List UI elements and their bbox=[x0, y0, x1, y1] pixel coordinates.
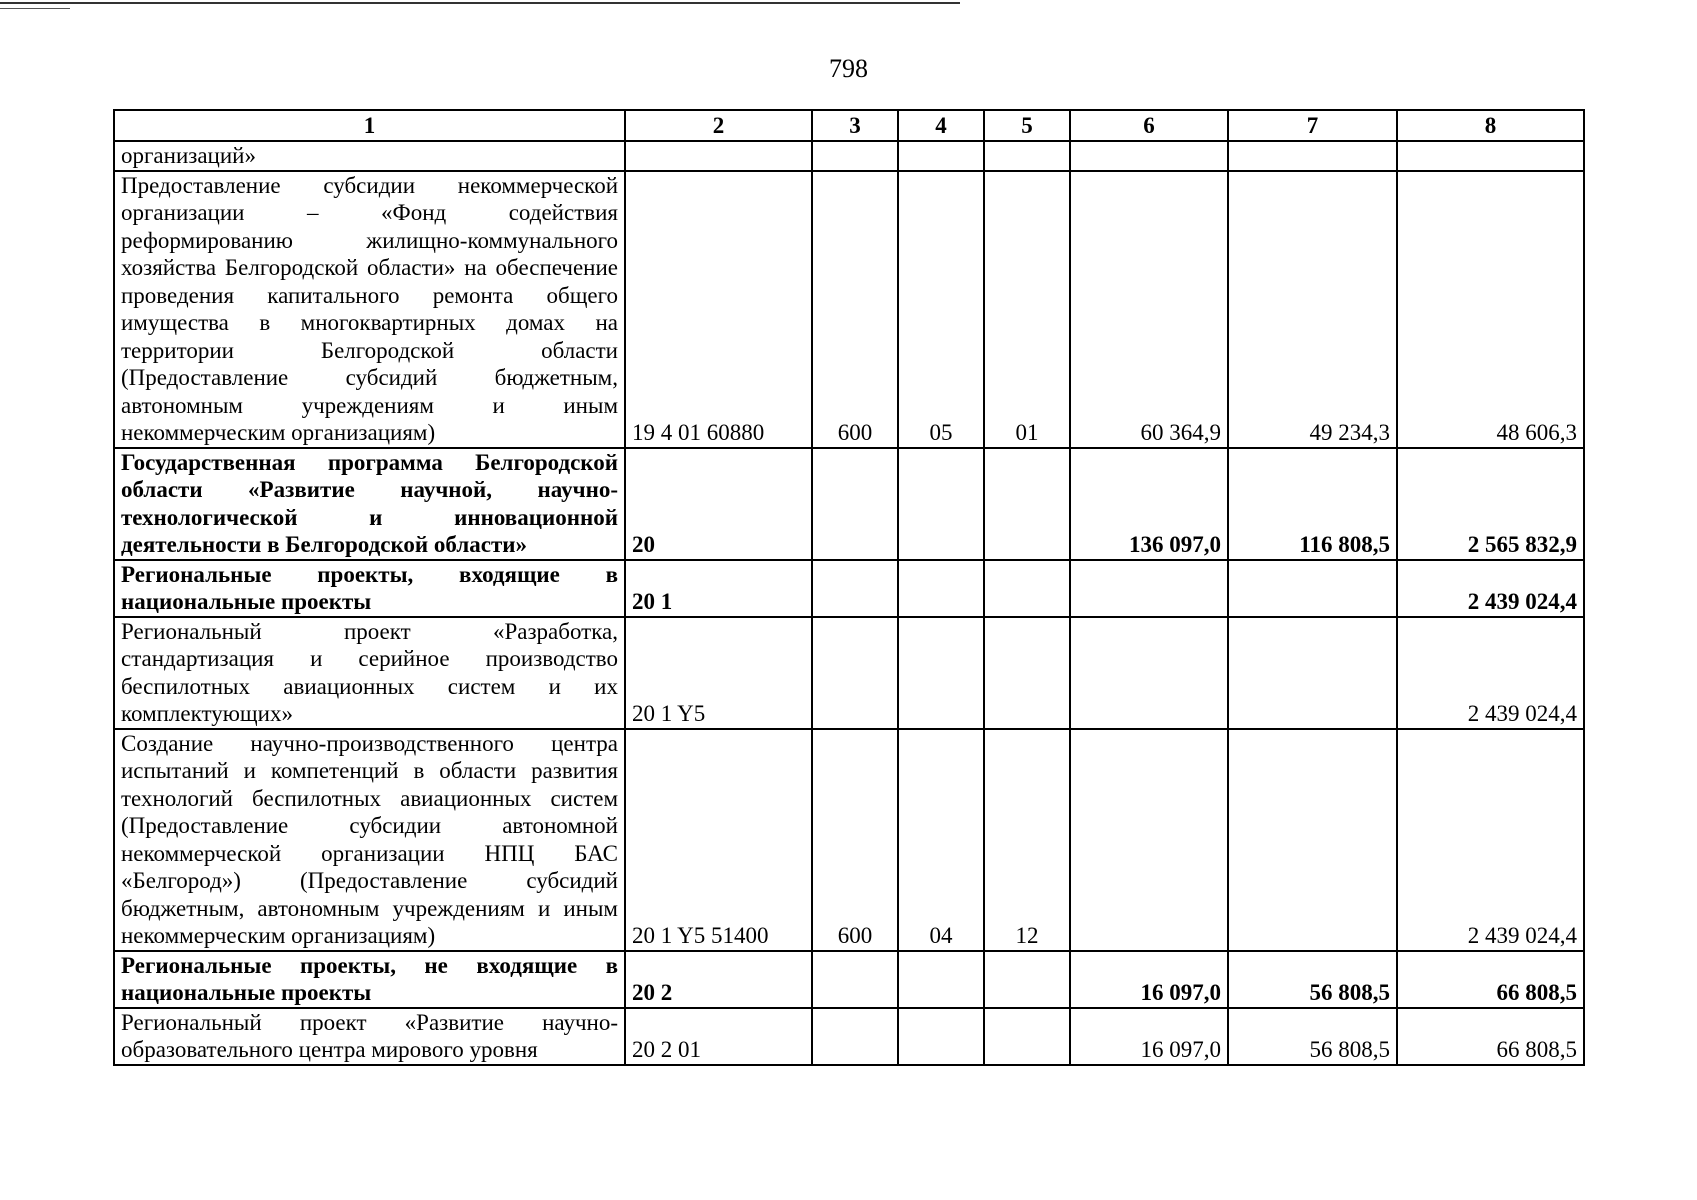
row-col3 bbox=[812, 560, 898, 617]
row-col4 bbox=[898, 617, 984, 729]
row-col4 bbox=[898, 448, 984, 560]
row-col6: 16 097,0 bbox=[1070, 951, 1228, 1008]
row-code: 19 4 01 60880 bbox=[625, 171, 812, 448]
row-code: 20 2 bbox=[625, 951, 812, 1008]
top-rule-thin bbox=[0, 8, 70, 9]
row-description: Региональный проект «Разработка, стандартизация и серийное производство беспилотных авиационных систем и их комплектующих» bbox=[114, 617, 625, 729]
row-col3: 600 bbox=[812, 171, 898, 448]
row-col4 bbox=[898, 560, 984, 617]
row-col5 bbox=[984, 617, 1070, 729]
row-col7: 56 808,5 bbox=[1228, 1008, 1397, 1065]
row-col6: 136 097,0 bbox=[1070, 448, 1228, 560]
row-col7 bbox=[1228, 141, 1397, 171]
row-col8: 2 439 024,4 bbox=[1397, 560, 1584, 617]
table-row bbox=[114, 951, 1584, 1008]
budget-table bbox=[113, 109, 1585, 1066]
row-code: 20 2 01 bbox=[625, 1008, 812, 1065]
row-description: Региональный проект «Развитие научно-образовательного центра мирового уровня bbox=[114, 1008, 625, 1065]
row-col5: 01 bbox=[984, 171, 1070, 448]
row-col7 bbox=[1228, 617, 1397, 729]
row-col3 bbox=[812, 1008, 898, 1065]
row-col8: 48 606,3 bbox=[1397, 171, 1584, 448]
table-row bbox=[114, 448, 1584, 560]
row-col6 bbox=[1070, 617, 1228, 729]
row-description: Создание научно-производственного центра испытаний и компетенций в области развития технологий беспилотных авиационных систем (Предоставление субсидии автономной некоммерческой организации НПЦ БАС «Белгород») (Предоставление субсидий бюджетным, автономным учреждениям и иным некоммерческим организациям) bbox=[114, 729, 625, 951]
row-col6 bbox=[1070, 560, 1228, 617]
row-col8 bbox=[1397, 141, 1584, 171]
table-row bbox=[114, 141, 1584, 171]
row-col8: 66 808,5 bbox=[1397, 951, 1584, 1008]
row-col5 bbox=[984, 951, 1070, 1008]
row-col6 bbox=[1070, 729, 1228, 951]
row-description: организаций» bbox=[114, 141, 625, 171]
table-row bbox=[114, 1008, 1584, 1065]
row-description: Государственная программа Белгородской области «Развитие научной, научно-технологической и инновационной деятельности в Белгородской области» bbox=[114, 448, 625, 560]
column-number-row bbox=[114, 110, 1584, 141]
row-code: 20 bbox=[625, 448, 812, 560]
row-col4: 05 bbox=[898, 171, 984, 448]
row-col8: 66 808,5 bbox=[1397, 1008, 1584, 1065]
column-header-3: 3 bbox=[812, 110, 898, 141]
row-col3: 600 bbox=[812, 729, 898, 951]
table-row bbox=[114, 171, 1584, 448]
row-col3 bbox=[812, 448, 898, 560]
row-col5 bbox=[984, 141, 1070, 171]
row-col7 bbox=[1228, 729, 1397, 951]
column-header-5: 5 bbox=[984, 110, 1070, 141]
row-col4 bbox=[898, 951, 984, 1008]
row-code bbox=[625, 141, 812, 171]
row-col4: 04 bbox=[898, 729, 984, 951]
row-description: Предоставление субсидии некоммерческой организации – «Фонд содействия реформированию жилищно-коммунального хозяйства Белгородской области» на обеспечение проведения капитального ремонта общего имущества в многоквартирных домах на территории Белгородской области (Предоставление субсидий бюджетным, автономным учреждениям и иным некоммерческим организациям) bbox=[114, 171, 625, 448]
table-row bbox=[114, 617, 1584, 729]
row-col5 bbox=[984, 1008, 1070, 1065]
page-number: 798 bbox=[829, 54, 868, 83]
row-col8: 2 439 024,4 bbox=[1397, 617, 1584, 729]
row-col5 bbox=[984, 448, 1070, 560]
row-code: 20 1 bbox=[625, 560, 812, 617]
row-col3 bbox=[812, 617, 898, 729]
row-code: 20 1 Y5 bbox=[625, 617, 812, 729]
row-col6: 60 364,9 bbox=[1070, 171, 1228, 448]
row-col5 bbox=[984, 560, 1070, 617]
row-description: Региональные проекты, входящие в национальные проекты bbox=[114, 560, 625, 617]
row-description: Региональные проекты, не входящие в национальные проекты bbox=[114, 951, 625, 1008]
table-row bbox=[114, 729, 1584, 951]
table-row bbox=[114, 560, 1584, 617]
row-col4 bbox=[898, 141, 984, 171]
column-header-6: 6 bbox=[1070, 110, 1228, 141]
row-col4 bbox=[898, 1008, 984, 1065]
row-col7 bbox=[1228, 560, 1397, 617]
row-col6: 16 097,0 bbox=[1070, 1008, 1228, 1065]
row-col5: 12 bbox=[984, 729, 1070, 951]
row-code: 20 1 Y5 51400 bbox=[625, 729, 812, 951]
top-rule bbox=[0, 2, 960, 4]
row-col8: 2 439 024,4 bbox=[1397, 729, 1584, 951]
row-col7: 116 808,5 bbox=[1228, 448, 1397, 560]
column-header-1: 1 bbox=[114, 110, 625, 141]
row-col3 bbox=[812, 141, 898, 171]
column-header-7: 7 bbox=[1228, 110, 1397, 141]
column-header-8: 8 bbox=[1397, 110, 1584, 141]
row-col7: 56 808,5 bbox=[1228, 951, 1397, 1008]
row-col8: 2 565 832,9 bbox=[1397, 448, 1584, 560]
row-col7: 49 234,3 bbox=[1228, 171, 1397, 448]
column-header-4: 4 bbox=[898, 110, 984, 141]
row-col3 bbox=[812, 951, 898, 1008]
row-col6 bbox=[1070, 141, 1228, 171]
column-header-2: 2 bbox=[625, 110, 812, 141]
